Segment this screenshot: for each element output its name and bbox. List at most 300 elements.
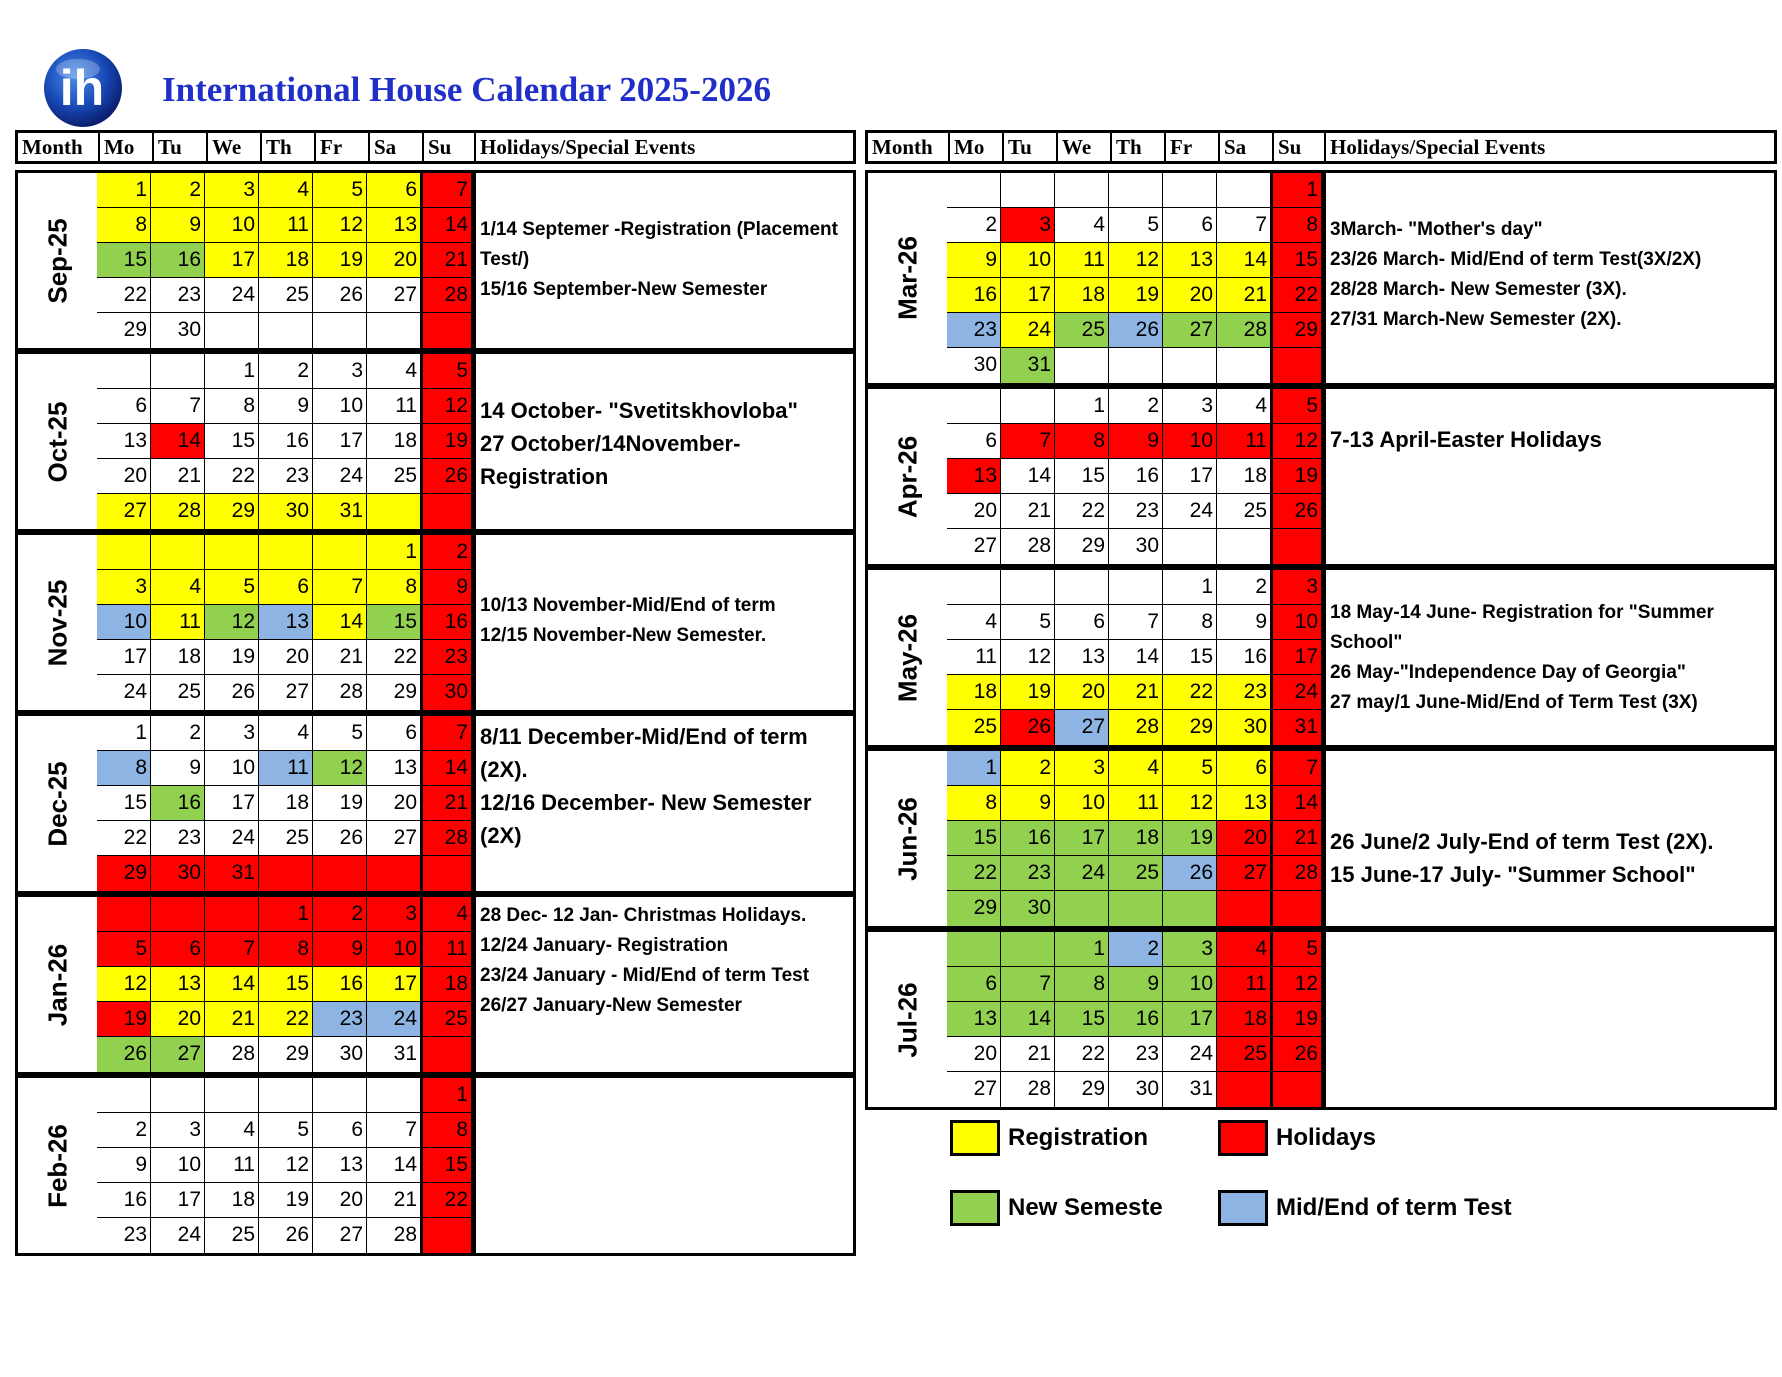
day-cell: 31 [313, 494, 367, 529]
day-grid [947, 570, 1323, 745]
legend-label-new-semester: New Semeste [1008, 1194, 1163, 1221]
day-cell: 15 [367, 605, 421, 640]
day-cell [97, 535, 151, 570]
day-cell: 14 [1217, 243, 1271, 278]
day-cell: 25 [259, 278, 313, 313]
events-cell [473, 897, 853, 1072]
day-cell: 2 [1217, 570, 1271, 605]
day-cell [367, 494, 421, 529]
day-cell: 18 [1217, 459, 1271, 494]
day-cell: 8 [367, 570, 421, 605]
day-cell [151, 897, 205, 932]
month-block-oct-25 [15, 351, 856, 532]
event-text: 27/31 March-New Semester (2X). [1330, 309, 1622, 330]
day-cell: 24 [97, 675, 151, 710]
event-text: 1/14 Septemer -Registration (Placement Test/) [480, 219, 838, 270]
month-name: Apr-26 [892, 435, 922, 518]
day-cell: 5 [313, 716, 367, 751]
day-cell: 6 [151, 932, 205, 967]
header-cell: Th [1112, 133, 1166, 161]
day-cell: 28 [205, 1037, 259, 1072]
day-cell: 13 [1217, 786, 1271, 821]
event-text: 3March- "Mother's day" [1330, 219, 1543, 240]
day-cell [1163, 348, 1217, 383]
day-cell: 22 [421, 1183, 473, 1218]
day-cell: 22 [1055, 494, 1109, 529]
day-cell: 4 [1055, 208, 1109, 243]
day-cell: 30 [259, 494, 313, 529]
day-cell: 7 [1001, 424, 1055, 459]
day-cell: 6 [367, 716, 421, 751]
event-text: 12/16 December- New Semester (2X) [480, 790, 812, 848]
day-cell: 17 [1055, 821, 1109, 856]
day-cell: 3 [1163, 932, 1217, 967]
day-cell: 11 [1217, 424, 1271, 459]
day-cell: 11 [151, 605, 205, 640]
day-cell: 17 [1163, 1002, 1217, 1037]
day-cell: 15 [97, 243, 151, 278]
day-cell: 12 [313, 208, 367, 243]
day-cell: 16 [259, 424, 313, 459]
day-cell: 2 [151, 716, 205, 751]
day-cell: 8 [1055, 967, 1109, 1002]
day-cell: 7 [1217, 208, 1271, 243]
day-cell: 12 [313, 751, 367, 786]
events-cell [473, 716, 853, 891]
day-cell: 27 [367, 821, 421, 856]
day-cell: 9 [1109, 424, 1163, 459]
day-cell: 24 [1055, 856, 1109, 891]
day-grid [97, 897, 473, 1072]
day-cell: 10 [151, 1148, 205, 1183]
day-cell [313, 1078, 367, 1113]
day-cell: 19 [313, 786, 367, 821]
day-cell: 6 [1163, 208, 1217, 243]
day-cell [205, 897, 259, 932]
day-cell [947, 932, 1001, 967]
events-cell [473, 354, 853, 529]
table-header [15, 130, 856, 164]
day-cell: 20 [367, 243, 421, 278]
day-cell: 18 [151, 640, 205, 675]
day-cell: 20 [97, 459, 151, 494]
day-cell: 31 [1001, 348, 1055, 383]
day-cell [1001, 389, 1055, 424]
day-cell: 3 [205, 173, 259, 208]
day-cell: 24 [1163, 494, 1217, 529]
day-cell: 22 [97, 278, 151, 313]
day-cell: 17 [367, 967, 421, 1002]
day-cell [1271, 891, 1323, 926]
day-cell: 9 [259, 389, 313, 424]
day-cell [97, 897, 151, 932]
event-text: 27 may/1 June-Mid/End of Term Test (3X) [1330, 692, 1698, 713]
day-cell: 21 [421, 786, 473, 821]
day-cell: 23 [151, 278, 205, 313]
day-cell: 7 [313, 570, 367, 605]
day-cell: 28 [1271, 856, 1323, 891]
event-text: 12/15 November-New Semester. [480, 625, 767, 646]
day-cell [421, 494, 473, 529]
day-cell: 26 [313, 821, 367, 856]
day-cell: 24 [151, 1218, 205, 1253]
day-cell: 27 [313, 1218, 367, 1253]
day-cell [97, 354, 151, 389]
day-cell: 8 [205, 389, 259, 424]
day-cell [1271, 1072, 1323, 1107]
day-cell: 12 [1271, 967, 1323, 1002]
day-cell [421, 1218, 473, 1253]
day-cell: 7 [421, 173, 473, 208]
day-cell: 23 [259, 459, 313, 494]
day-cell: 1 [1055, 932, 1109, 967]
day-cell: 7 [1001, 967, 1055, 1002]
day-cell [367, 1078, 421, 1113]
month-name: Nov-25 [42, 579, 72, 666]
day-cell [1055, 570, 1109, 605]
day-cell: 10 [1271, 605, 1323, 640]
header-cell: We [208, 133, 262, 161]
events-cell [1323, 751, 1774, 926]
day-cell: 15 [97, 786, 151, 821]
day-cell: 25 [947, 710, 1001, 745]
day-cell: 14 [421, 751, 473, 786]
day-cell [1217, 1072, 1271, 1107]
day-cell: 9 [151, 751, 205, 786]
table-header [865, 130, 1777, 164]
day-cell: 4 [259, 716, 313, 751]
day-cell: 17 [97, 640, 151, 675]
day-cell [1109, 173, 1163, 208]
day-cell: 19 [313, 243, 367, 278]
day-cell: 10 [367, 932, 421, 967]
day-cell [421, 1037, 473, 1072]
day-cell: 15 [205, 424, 259, 459]
day-cell: 29 [97, 313, 151, 348]
day-cell: 5 [1163, 751, 1217, 786]
day-cell: 18 [421, 967, 473, 1002]
day-cell: 25 [1217, 1037, 1271, 1072]
day-cell: 16 [1217, 640, 1271, 675]
day-cell: 9 [151, 208, 205, 243]
day-cell [313, 856, 367, 891]
day-cell: 24 [1001, 313, 1055, 348]
day-cell: 6 [947, 424, 1001, 459]
day-cell: 14 [367, 1148, 421, 1183]
event-text: 18 May-14 June- Registration for "Summer School" [1330, 602, 1714, 653]
day-cell [1163, 529, 1217, 564]
day-cell: 10 [313, 389, 367, 424]
event-text: 28/28 March- New Semester (3X). [1330, 279, 1627, 300]
legend-swatch-new-semester [950, 1190, 1000, 1226]
day-cell [1109, 348, 1163, 383]
day-cell: 11 [1055, 243, 1109, 278]
day-cell: 29 [947, 891, 1001, 926]
day-cell: 13 [259, 605, 313, 640]
day-cell: 1 [421, 1078, 473, 1113]
day-cell: 17 [1163, 459, 1217, 494]
day-cell: 29 [367, 675, 421, 710]
header-cell: Month [18, 133, 100, 161]
month-name: Dec-25 [42, 760, 72, 847]
event-text: 26/27 January-New Semester [480, 995, 742, 1016]
day-cell: 9 [1217, 605, 1271, 640]
event-text: 7-13 April-Easter Holidays [1330, 427, 1602, 452]
day-cell: 23 [97, 1218, 151, 1253]
day-cell: 26 [1109, 313, 1163, 348]
day-cell: 30 [313, 1037, 367, 1072]
day-cell [1271, 529, 1323, 564]
day-cell: 31 [1271, 710, 1323, 745]
day-cell: 5 [205, 570, 259, 605]
day-cell: 6 [1217, 751, 1271, 786]
day-cell: 15 [1055, 459, 1109, 494]
day-cell [313, 535, 367, 570]
day-cell: 2 [421, 535, 473, 570]
day-cell: 11 [259, 751, 313, 786]
day-cell [259, 313, 313, 348]
day-cell: 30 [1217, 710, 1271, 745]
day-cell: 16 [313, 967, 367, 1002]
month-block-sep-25 [15, 170, 856, 351]
header-cell: Su [424, 133, 476, 161]
day-cell: 21 [1001, 1037, 1055, 1072]
day-cell: 26 [1271, 494, 1323, 529]
day-cell: 5 [421, 354, 473, 389]
event-text: 8/11 December-Mid/End of term (2X). [480, 724, 808, 782]
month-block-may-26 [865, 567, 1777, 748]
header-cell: Fr [1166, 133, 1220, 161]
day-cell: 12 [259, 1148, 313, 1183]
day-cell: 28 [1001, 529, 1055, 564]
page-title: International House Calendar 2025-2026 [162, 70, 771, 109]
day-cell: 30 [1001, 891, 1055, 926]
day-cell: 4 [1217, 932, 1271, 967]
day-grid [947, 751, 1323, 926]
day-cell: 23 [313, 1002, 367, 1037]
day-cell: 13 [313, 1148, 367, 1183]
day-cell [259, 535, 313, 570]
day-cell: 20 [151, 1002, 205, 1037]
day-cell: 9 [1109, 967, 1163, 1002]
day-cell: 14 [1001, 1002, 1055, 1037]
day-cell: 15 [421, 1148, 473, 1183]
day-cell: 14 [1271, 786, 1323, 821]
day-cell: 29 [1055, 1072, 1109, 1107]
day-cell: 30 [421, 675, 473, 710]
day-cell: 3 [1001, 208, 1055, 243]
day-cell: 5 [1271, 389, 1323, 424]
day-grid [97, 1078, 473, 1253]
day-cell: 14 [1001, 459, 1055, 494]
day-cell: 20 [947, 1037, 1001, 1072]
day-cell: 6 [259, 570, 313, 605]
day-cell: 19 [1271, 1002, 1323, 1037]
day-cell: 28 [1217, 313, 1271, 348]
month-name: Jun-26 [892, 796, 922, 881]
day-cell: 4 [1109, 751, 1163, 786]
day-cell [1109, 891, 1163, 926]
day-cell: 18 [1055, 278, 1109, 313]
day-cell: 7 [367, 1113, 421, 1148]
day-cell [1055, 348, 1109, 383]
day-cell: 11 [947, 640, 1001, 675]
day-cell [1001, 570, 1055, 605]
day-cell: 1 [1055, 389, 1109, 424]
day-cell [1001, 173, 1055, 208]
day-cell: 22 [947, 856, 1001, 891]
day-cell: 3 [97, 570, 151, 605]
event-text: 10/13 November-Mid/End of term [480, 595, 776, 616]
event-text: 15 June-17 July- "Summer School" [1330, 862, 1696, 887]
day-cell: 4 [421, 897, 473, 932]
day-cell: 24 [205, 821, 259, 856]
day-cell: 8 [97, 751, 151, 786]
month-block-jun-26 [865, 748, 1777, 929]
event-text: 23/26 March- Mid/End of term Test(3X/2X) [1330, 249, 1702, 270]
day-grid [97, 173, 473, 348]
month-name: Jan-26 [42, 943, 72, 1026]
day-cell: 21 [313, 640, 367, 675]
day-cell: 18 [947, 675, 1001, 710]
day-cell: 13 [1163, 243, 1217, 278]
day-cell: 13 [1055, 640, 1109, 675]
month-name: Feb-26 [42, 1123, 72, 1208]
events-cell [1323, 389, 1774, 564]
day-cell: 20 [259, 640, 313, 675]
day-cell: 13 [947, 459, 1001, 494]
day-cell: 28 [421, 821, 473, 856]
day-cell [1109, 570, 1163, 605]
day-cell: 30 [1109, 1072, 1163, 1107]
day-cell: 16 [421, 605, 473, 640]
event-text: 15/16 September-New Semester [480, 279, 768, 300]
month-block-mar-26 [865, 170, 1777, 386]
day-cell: 28 [1109, 710, 1163, 745]
day-cell [205, 535, 259, 570]
event-text: 28 Dec- 12 Jan- Christmas Holidays. [480, 905, 807, 926]
month-name: Sep-25 [42, 217, 72, 304]
day-cell: 2 [947, 208, 1001, 243]
month-name: May-26 [892, 613, 922, 702]
day-cell [1271, 348, 1323, 383]
day-cell: 6 [367, 173, 421, 208]
day-cell: 26 [97, 1037, 151, 1072]
day-cell: 5 [97, 932, 151, 967]
day-cell: 7 [1271, 751, 1323, 786]
day-cell: 9 [947, 243, 1001, 278]
day-cell: 21 [367, 1183, 421, 1218]
day-cell: 8 [97, 208, 151, 243]
day-cell: 4 [205, 1113, 259, 1148]
day-cell [1217, 348, 1271, 383]
day-cell: 21 [151, 459, 205, 494]
day-cell: 19 [1109, 278, 1163, 313]
day-cell: 28 [421, 278, 473, 313]
day-cell: 20 [947, 494, 1001, 529]
day-cell: 14 [151, 424, 205, 459]
day-cell: 3 [313, 354, 367, 389]
day-cell: 13 [947, 1002, 1001, 1037]
day-cell: 3 [205, 716, 259, 751]
day-grid [97, 716, 473, 891]
day-cell: 2 [259, 354, 313, 389]
month-block-apr-26 [865, 386, 1777, 567]
day-cell: 23 [1001, 856, 1055, 891]
event-text: 26 June/2 July-End of term Test (2X). [1330, 829, 1714, 854]
day-cell: 1 [367, 535, 421, 570]
day-cell: 1 [205, 354, 259, 389]
day-cell: 19 [205, 640, 259, 675]
day-cell: 13 [367, 208, 421, 243]
day-cell: 29 [259, 1037, 313, 1072]
day-cell: 8 [421, 1113, 473, 1148]
day-cell: 22 [1163, 675, 1217, 710]
day-cell: 31 [205, 856, 259, 891]
day-cell: 3 [151, 1113, 205, 1148]
ih-logo-graphic [38, 47, 128, 129]
header-cell: Su [1274, 133, 1326, 161]
day-cell: 5 [1109, 208, 1163, 243]
day-cell: 10 [1163, 967, 1217, 1002]
day-cell: 31 [367, 1037, 421, 1072]
day-cell: 21 [1109, 675, 1163, 710]
header-cell: Th [262, 133, 316, 161]
month-block-jan-26 [15, 894, 856, 1075]
day-cell [151, 354, 205, 389]
day-cell: 5 [313, 173, 367, 208]
day-cell: 18 [259, 786, 313, 821]
legend-label-mid-end-test: Mid/End of term Test [1276, 1194, 1512, 1221]
day-cell [1001, 932, 1055, 967]
day-cell: 17 [1271, 640, 1323, 675]
day-cell: 21 [1217, 278, 1271, 313]
day-cell: 2 [1109, 932, 1163, 967]
day-cell: 4 [367, 354, 421, 389]
day-cell: 29 [1055, 529, 1109, 564]
day-cell [1217, 891, 1271, 926]
day-cell: 20 [313, 1183, 367, 1218]
day-cell: 9 [97, 1148, 151, 1183]
day-cell [1217, 529, 1271, 564]
day-cell [1217, 173, 1271, 208]
day-cell: 1 [1271, 173, 1323, 208]
day-cell: 21 [205, 1002, 259, 1037]
day-cell: 24 [1163, 1037, 1217, 1072]
day-cell: 6 [1055, 605, 1109, 640]
day-cell: 4 [1217, 389, 1271, 424]
day-cell: 4 [151, 570, 205, 605]
day-cell: 27 [1163, 313, 1217, 348]
day-cell: 12 [1001, 640, 1055, 675]
day-cell [205, 313, 259, 348]
day-cell: 24 [1271, 675, 1323, 710]
day-cell: 16 [1109, 1002, 1163, 1037]
day-cell: 12 [205, 605, 259, 640]
day-cell: 11 [1109, 786, 1163, 821]
day-grid [947, 932, 1323, 1107]
day-cell: 2 [151, 173, 205, 208]
day-cell: 20 [1055, 675, 1109, 710]
day-cell [151, 1078, 205, 1113]
event-text: 26 May-"Independence Day of Georgia" [1330, 662, 1686, 683]
month-label [18, 535, 100, 710]
day-cell: 23 [1109, 1037, 1163, 1072]
day-cell: 12 [1109, 243, 1163, 278]
day-cell: 1 [97, 716, 151, 751]
month-label [18, 1078, 100, 1253]
events-cell [1323, 173, 1774, 383]
